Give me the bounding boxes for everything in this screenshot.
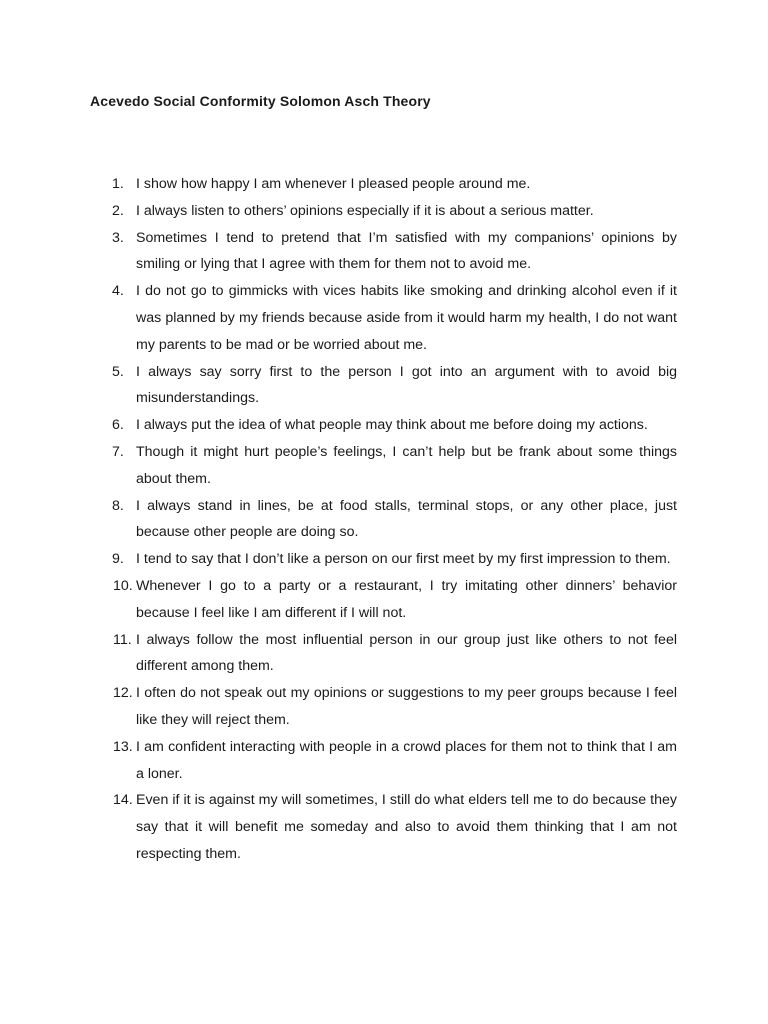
item-text: I do not go to gimmicks with vices habits like smoking and drinking alcohol even if it was planned by my friends because aside from it would harm my health, I do not want my parents to be mad or be worried about me. [136, 283, 677, 353]
list-item [0, 546, 677, 573]
item-text: I often do not speak out my opinions or suggestions to my peer groups because I feel like they will reject them. [136, 685, 677, 728]
item-text: I always put the idea of what people may think about me before doing my actions. [136, 417, 648, 434]
list-item [0, 493, 677, 547]
item-number: 2. [112, 202, 124, 219]
item-text: Sometimes I tend to pretend that I’m satisfied with my companions’ opinions by smiling or lying that I agree with them for them not to avoid me. [136, 229, 677, 273]
item-text: Even if it is against my will sometimes, I still do what elders tell me to do because they say that it will benefit me someday and also to avoid them thinking that I am not respecting them. [136, 792, 677, 862]
statement-list [0, 171, 768, 868]
item-text: I show how happy I am whenever I pleased people around me. [136, 176, 531, 192]
list-item [0, 680, 677, 734]
list-item [0, 359, 677, 413]
item-number: 10. [113, 577, 133, 594]
list-item [0, 627, 677, 681]
list-item [0, 171, 677, 198]
list-item [0, 787, 677, 867]
list-item [0, 225, 677, 279]
document-title: Acevedo Social Conformity Solomon Asch Theory [90, 93, 431, 109]
list-item [0, 198, 677, 225]
item-text: I always follow the most influential person in our group just like others to not feel different among them. [136, 631, 677, 675]
item-number: 11. [113, 631, 132, 648]
list-item [0, 412, 677, 439]
item-text: I always listen to others’ opinions especially if it is about a serious matter. [136, 202, 594, 219]
item-number: 14. [113, 792, 133, 809]
item-text: I am confident interacting with people in a crowd places for them not to think that I am a loner. [136, 738, 677, 782]
item-number: 13. [113, 738, 133, 755]
item-number: 1. [112, 176, 124, 192]
item-text: Though it might hurt people’s feelings, I can’t help but be frank about some things about them. [136, 443, 677, 487]
item-text: Whenever I go to a party or a restaurant, I try imitating other dinners’ behavior because I feel like I am different if I will not. [136, 577, 677, 621]
item-number: 5. [112, 363, 124, 380]
list-item [0, 573, 677, 627]
item-number: 12. [113, 685, 133, 702]
item-text: I tend to say that I don’t like a person on our first meet by my first impression to them. [136, 551, 671, 568]
item-number: 8. [112, 497, 124, 514]
item-number: 3. [112, 229, 124, 246]
list-item [0, 439, 677, 493]
item-number: 9. [112, 551, 124, 568]
item-number: 4. [112, 283, 124, 300]
list-item [0, 278, 677, 358]
list-item [0, 734, 677, 788]
item-text: I always say sorry first to the person I got into an argument with to avoid big misunderstandings. [136, 363, 677, 407]
item-text: I always stand in lines, be at food stalls, terminal stops, or any other place, just because other people are doing so. [136, 497, 677, 541]
item-number: 6. [112, 417, 124, 434]
item-number: 7. [112, 443, 124, 460]
